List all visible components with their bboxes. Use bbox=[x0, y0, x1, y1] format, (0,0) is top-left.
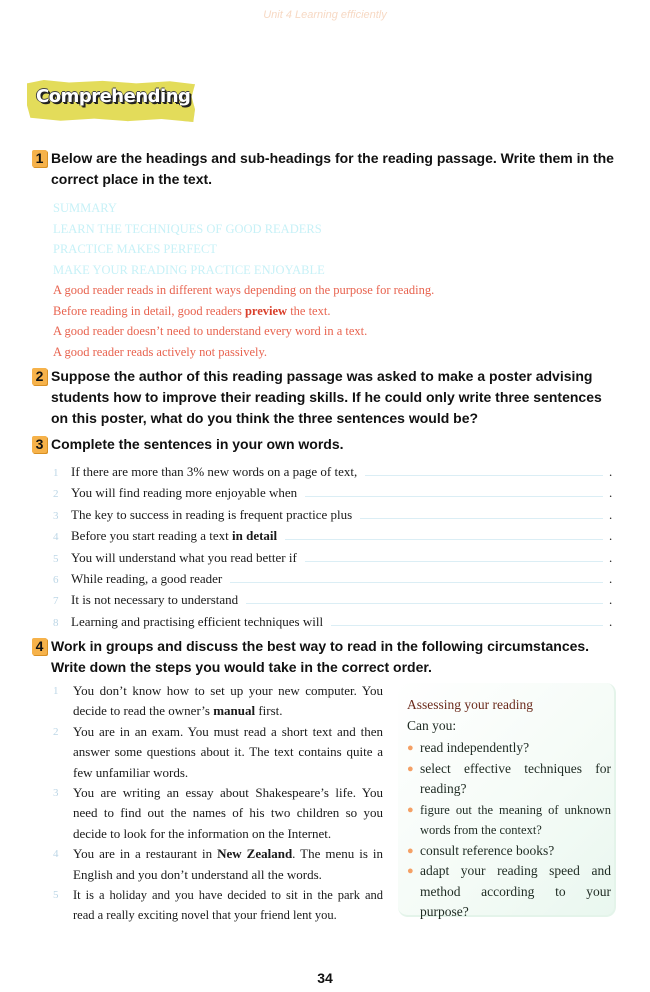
circumstance-item: 3 You are writing an essay about Shakespeare’s life. You need to find out the names of his two children so you decide to look for the information on the Internet. bbox=[53, 785, 383, 841]
circumstance-item: 2 You are in an exam. You must read a short text and then answer some questions about it. The text contains quite a few unfamiliar words. bbox=[53, 723, 383, 780]
sentence-item: 7 It is not necessary to understand . bbox=[53, 592, 613, 608]
heading-item: SUMMARY bbox=[53, 201, 117, 215]
running-head: Unit 4 Learning efficiently bbox=[263, 9, 387, 21]
question-text: Suppose the author of this reading passage was asked to make a poster advising students how to improve their reading skills. If he could only write three sentences on this poster, what do you think the three sentences would be? bbox=[51, 368, 602, 426]
headings-list bbox=[53, 198, 434, 362]
question-text: Complete the sentences in your own words. bbox=[51, 436, 344, 452]
answer-blank[interactable] bbox=[360, 508, 603, 519]
page-number: 34 bbox=[317, 970, 333, 986]
section-tag-label: Comprehending bbox=[36, 86, 191, 107]
question-number-badge: 1 bbox=[32, 150, 47, 167]
answer-blank[interactable] bbox=[365, 465, 603, 476]
bullet-icon: ● bbox=[407, 865, 414, 877]
answer-blank[interactable] bbox=[230, 572, 603, 583]
subheading-item: A good reader doesn’t need to understand every word in a text. bbox=[53, 324, 368, 338]
question-3 bbox=[32, 434, 622, 455]
question-2 bbox=[32, 366, 622, 429]
sentence-item: 4 Before you start reading a text in detail . bbox=[53, 528, 613, 544]
circumstance-item: 5 It is a holiday and you have decided to sit in the park and read a really exciting novel that your friend lent you. bbox=[53, 888, 383, 923]
sentence-item: 2 You will find reading more enjoyable when . bbox=[53, 485, 613, 501]
question-1 bbox=[32, 148, 622, 190]
checklist-item: ● adapt your reading speed and method according to your purpose? bbox=[407, 861, 611, 923]
circumstance-item: 4 You are in a restaurant in New Zealand. The menu is in English and you don’t understand all the words. bbox=[53, 846, 384, 882]
circumstances-list bbox=[53, 681, 383, 926]
answer-blank[interactable] bbox=[305, 551, 603, 562]
bullet-icon: ● bbox=[407, 844, 414, 857]
question-number-badge: 2 bbox=[32, 368, 47, 385]
sentence-completion-list bbox=[53, 462, 613, 633]
checklist-item: ● consult reference books? bbox=[407, 841, 611, 862]
question-text: Below are the headings and sub-headings for the reading passage. Write them in the correct place in the text. bbox=[51, 150, 614, 187]
assessing-checklist bbox=[407, 738, 611, 923]
checklist-item: ● read independently? bbox=[407, 738, 611, 759]
sentence-item: 5 You will understand what you read better if . bbox=[53, 549, 613, 565]
heading-item: MAKE YOUR READING PRACTICE ENJOYABLE bbox=[53, 262, 325, 277]
subheading-item: Before reading in detail, good readers preview the text. bbox=[53, 303, 331, 318]
heading-item: PRACTICE MAKES PERFECT bbox=[53, 242, 217, 256]
sentence-item: 1 If there are more than 3% new words on a page of text, . bbox=[53, 464, 613, 479]
sentence-item: 8 Learning and practising efficient techniques will . bbox=[53, 613, 613, 629]
checklist-item: ● figure out the meaning of unknown words from the context? bbox=[407, 800, 611, 841]
bullet-icon: ● bbox=[407, 742, 414, 754]
circumstance-item: 1 You don’t know how to set up your new computer. You decide to read the owner’s manual first. bbox=[53, 683, 383, 719]
bullet-icon: ● bbox=[407, 762, 414, 775]
subheading-item: A good reader reads actively not passively. bbox=[53, 344, 268, 359]
question-4 bbox=[32, 636, 622, 678]
assessing-title: Assessing your reading bbox=[407, 697, 533, 712]
question-text: Work in groups and discuss the best way to read in the following circumstances. Write down the steps you would take in the correct order. bbox=[51, 638, 590, 675]
sentence-item: 3 The key to success in reading is frequent practice plus . bbox=[53, 506, 613, 522]
question-number-badge: 4 bbox=[32, 638, 47, 655]
subheading-item: A good reader reads in different ways depending on the purpose for reading. bbox=[53, 283, 435, 297]
answer-blank[interactable] bbox=[246, 593, 603, 604]
answer-blank[interactable] bbox=[285, 529, 603, 540]
bold-keyword: preview bbox=[244, 303, 288, 318]
assessing-subtitle: Can you: bbox=[407, 718, 457, 733]
bullet-icon: ● bbox=[407, 803, 414, 816]
heading-item: LEARN THE TECHNIQUES OF GOOD READERS bbox=[53, 221, 322, 236]
answer-blank[interactable] bbox=[331, 615, 603, 626]
sentence-item: 6 While reading, a good reader . bbox=[53, 571, 613, 587]
answer-blank[interactable] bbox=[305, 486, 603, 497]
checklist-item: ● select effective techniques for reading? bbox=[407, 759, 611, 800]
question-number-badge: 3 bbox=[32, 436, 47, 453]
